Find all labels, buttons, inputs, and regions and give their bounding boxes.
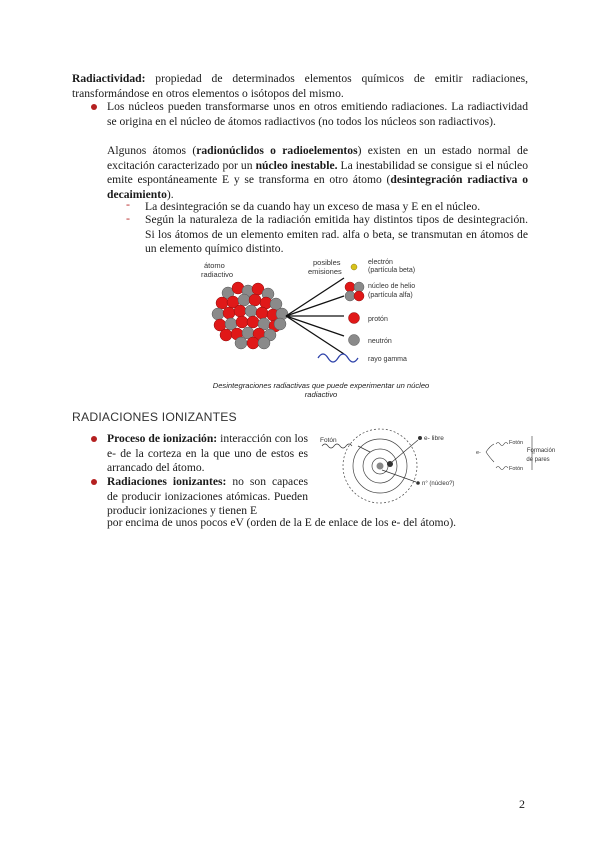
emissions-label-2: emisiones (308, 267, 342, 276)
photon-b-wave-icon (496, 467, 508, 470)
neutron-label: neutrón (368, 338, 392, 345)
figure-caption: Desintegraciones radiactivas que puede experimentar un núcleo radiactivo (212, 381, 430, 399)
text-span: ). (166, 187, 174, 201)
section-heading: RADIACIONES IONIZANTES (72, 410, 237, 424)
pair-label-2: de pares (526, 457, 550, 463)
definition-text: propiedad de determinados elementos químicos de emitir radiaciones, transformándose en otros elementos o isótopos del mismo. (72, 72, 528, 100)
nucleus-icon (377, 463, 384, 470)
electron-label-2: (partícula beta) (368, 267, 416, 274)
text-span: La inestabilidad se consigue si el núcleo emite espontáneamente E y se transforma en otro átomo ( (107, 158, 528, 187)
radiactividad-definition (72, 72, 528, 101)
gamma-label: rayo gamma (368, 356, 407, 363)
radiaciones-text: no son capaces de producir ionizaciones atómicas. Pueden producir ionizaciones y tienen E (107, 475, 308, 518)
free-electron-label: e- libre (424, 435, 444, 442)
electron-icon (351, 264, 357, 270)
photon-arrow (358, 446, 370, 452)
atom-label-2: radiactivo (201, 270, 234, 279)
bullet-icon (91, 436, 97, 442)
emission-lines (286, 278, 344, 354)
term-ionizacion: Proceso de ionización: (107, 432, 218, 445)
helium-nucleus-icon (345, 282, 364, 301)
pair-path-bottom (486, 452, 494, 462)
radiaciones-continuation: por encima de unos pocos eV (orden de la E de enlace de los e- del átomo). (107, 516, 457, 529)
nucleus-path (382, 470, 416, 482)
free-electron-icon (418, 436, 422, 440)
radioactive-nucleus-icon (212, 282, 288, 349)
ionizacion-text: interacción con los e- de la corteza en la que uno de estos es arrancado del átomo. (107, 432, 308, 475)
ionization-figure (318, 430, 556, 512)
decay-figure (196, 258, 446, 378)
neutron-icon (349, 335, 360, 346)
bullet-icon (91, 104, 97, 110)
photon-wave-icon (322, 444, 352, 448)
proton-label: protón (368, 316, 388, 323)
photon-a-wave-icon (496, 443, 508, 446)
small-e-label: e- (476, 450, 481, 456)
pair-label-1: Formación (526, 448, 556, 454)
dash-icon: - (126, 211, 130, 225)
dash-icon: - (126, 197, 130, 211)
term-radiaciones-ionizantes: Radiaciones ionizantes: (107, 475, 227, 488)
term-nucleo-inestable: núcleo inestable. (255, 158, 338, 172)
gamma-wave-icon (318, 354, 358, 362)
page-number: 2 (519, 797, 525, 811)
term-radiactividad: Radiactividad: (72, 72, 146, 85)
helium-label-2: (partícula alfa) (368, 292, 413, 299)
incoming-photon-label: Fotón (320, 437, 337, 444)
helium-label-1: núcleo de helio (368, 283, 416, 290)
nucleos-text: Los núcleos pueden transformarse unos en otros emitiendo radiaciones. La radiactividad se origina en el núcleo de átomos radiactivos (no todos los núcleos son radiactivos). (107, 100, 528, 128)
bullet-nucleos (107, 100, 528, 129)
proton-icon (349, 313, 360, 324)
bullet-icon (91, 479, 97, 485)
dash-item-2: Según la naturaleza de la radiación emitida hay distintos tipos de desintegración. Si los átomos de un elemento emiten rad. alfa o beta, se transmutan en átomos de un elemento químico distinto. (145, 213, 528, 256)
term-radionuclidos: radionúclidos o radioelementos (196, 144, 358, 157)
electron-label-1: electrón (368, 259, 393, 266)
n-label: n° (núcleo?) (422, 481, 455, 487)
photon-a-label: Fotón (509, 440, 524, 446)
text-span: Algunos átomos ( (107, 144, 197, 157)
text-span: ) existen en un estado normal de excitación caracterizado por un (107, 144, 528, 172)
dash-item-1: La desintegración se da cuando hay un exceso de masa y E en el núcleo. (145, 200, 481, 213)
n-dot-icon (416, 481, 420, 485)
emissions-label-1: posibles (313, 258, 341, 267)
bullet-ionizacion (107, 432, 308, 476)
radionuclidos-paragraph (107, 144, 528, 202)
term-desintegracion: desintegración radiactiva o decaimiento (107, 173, 528, 201)
pair-path-top (486, 444, 494, 452)
atom-label-1: átomo (204, 261, 225, 270)
photon-b-label: Fotón (509, 466, 524, 472)
bullet-radiaciones-ionizantes (107, 475, 308, 519)
